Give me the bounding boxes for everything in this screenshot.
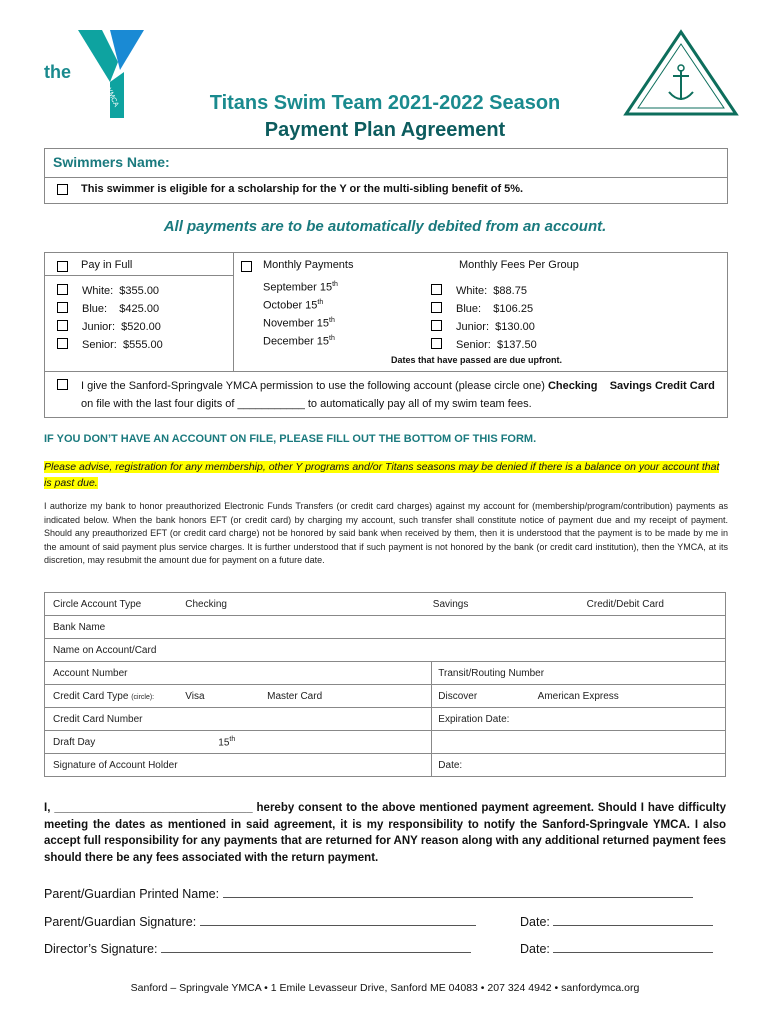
triangle-anchor-icon <box>622 28 740 124</box>
expiration-field[interactable]: Expiration Date: <box>438 713 510 725</box>
pay-full-list <box>57 281 163 353</box>
savings-option[interactable]: Savings <box>609 380 652 392</box>
draft-day-label: Draft Day <box>53 736 96 748</box>
pay-full-white-checkbox[interactable] <box>57 284 68 295</box>
permission-checkbox[interactable] <box>57 379 68 390</box>
fee-white: White: $88.75 <box>456 285 527 297</box>
pay-full-junior: Junior: $520.00 <box>82 321 161 333</box>
fee-blue-checkbox[interactable] <box>431 302 442 313</box>
fees-list <box>431 281 537 353</box>
pay-full-blue: Blue: $425.00 <box>82 303 160 315</box>
routing-number-field[interactable]: Transit/Routing Number <box>438 667 545 679</box>
fee-senior-checkbox[interactable] <box>431 338 442 349</box>
fee-blue: Blue: $106.25 <box>456 303 534 315</box>
date-october: October 15 <box>263 299 318 312</box>
logo-word: the <box>44 62 71 82</box>
visa-choice[interactable]: Visa <box>185 690 205 702</box>
bank-name-field[interactable]: Bank Name <box>53 621 106 633</box>
date-september: September 15 <box>263 281 333 294</box>
credit-debit-choice[interactable]: Credit/Debit Card <box>586 598 664 610</box>
scholarship-text: This swimmer is eligible for a scholarship for the Y or the multi-sibling benefit of 5%. <box>81 183 524 195</box>
director-signature-line[interactable]: Director’s Signature: <box>44 942 471 956</box>
account-holder-signature[interactable]: Signature of Account Holder <box>45 754 432 777</box>
footer-address: Sanford – Springvale YMCA • 1 Emile Levasseur Drive, Sanford ME 04083 • 207 324 4942 • sanfordymca.org <box>130 982 640 994</box>
guardian-signature-line[interactable]: Parent/Guardian Signature: <box>44 915 476 929</box>
cc-type-label: Credit Card Type <box>53 690 129 702</box>
titans-logo <box>622 28 740 124</box>
form-date-field[interactable]: Date: <box>438 759 463 771</box>
circle-account-type: Circle Account Type <box>53 598 142 610</box>
authorization-text: I authorize my bank to honor preauthorized Electronic Funds Transfers (or credit card charges) against my account for (membership/program/contribution) payments as indicated below. When the bank honors EFT (or credit card) by charging my account, such transfer shall constitute notice of payment due and my receipt of payment. Should any preauthorized EFT (or credit card charge) not be honored by said bank when received by them, then it is understood that the payment is to be made by me in the amount of said payment plus service charges. It is further understood that if such payment is not honored by the bank (or credit card institution), then the YMCA, at its discretion, may resubmit the amount due for payment on a future date. <box>44 501 728 565</box>
swimmer-name-label[interactable]: Swimmers Name: <box>53 154 170 170</box>
fee-senior: Senior: $137.50 <box>456 339 537 351</box>
ymca-logo <box>40 22 150 122</box>
fees-label: Monthly Fees Per Group <box>459 259 579 271</box>
payment-options-box <box>44 252 728 418</box>
logo-side-text: YMCA <box>104 86 120 109</box>
page-subtitle: Payment Plan Agreement <box>264 119 506 141</box>
monthly-label: Monthly Payments <box>263 259 354 271</box>
amex-choice[interactable]: American Express <box>537 690 619 702</box>
swimmer-box <box>44 148 728 204</box>
scholarship-checkbox[interactable] <box>57 184 68 195</box>
date-november: November 15 <box>263 317 330 330</box>
mastercard-choice[interactable]: Master Card <box>266 685 432 708</box>
pay-full-senior-checkbox[interactable] <box>57 338 68 349</box>
pay-full-blue-checkbox[interactable] <box>57 302 68 313</box>
pay-full-label: Pay in Full <box>81 259 133 271</box>
name-on-account-field[interactable]: Name on Account/Card <box>53 644 157 656</box>
account-form: Circle Account Type Checking Savings Credit/Debit Card Bank Name Name on Account/Card Account Number Transit/Routing Number Credit Card Type (circle): Visa Master Card Discover American Express Credit Card Number Expiration Date: Draft Day 15th Signature of Account Holder Date: <box>44 592 726 777</box>
director-date-line[interactable]: Date: <box>520 942 713 956</box>
consent-text: I, _______________________________ hereby consent to the above mentioned payment agreement. Should I have difficulty meeting the dates as mentioned in said agreement, it is my responsibility to notify the Sanford-Springvale YMCA. I also accept full responsibility for any payments that are returned for ANY reason along with any additional returned payment fees should there be any fees associated with the return payment. <box>44 802 726 864</box>
fee-junior-checkbox[interactable] <box>431 320 442 331</box>
fee-white-checkbox[interactable] <box>431 284 442 295</box>
monthly-dates: September 15th October 15th November 15th December 15th <box>263 281 338 348</box>
guardian-date-line[interactable]: Date: <box>520 915 713 929</box>
checking-choice[interactable]: Checking <box>185 598 227 610</box>
auto-debit-notice: All payments are to be automatically debited from an account. <box>163 218 607 235</box>
account-number-field[interactable]: Account Number <box>45 662 432 685</box>
savings-choice[interactable]: Savings <box>432 598 469 610</box>
pay-full-white: White: $355.00 <box>82 285 160 297</box>
page-title: Titans Swim Team 2021-2022 Season <box>209 92 561 114</box>
pay-full-senior: Senior: $555.00 <box>82 339 163 351</box>
pay-full-checkbox[interactable] <box>57 261 68 272</box>
past-dates-note: Dates that have passed are due upfront. <box>391 355 563 365</box>
discover-choice[interactable]: Discover <box>438 690 478 702</box>
cc-number-field[interactable]: Credit Card Number <box>45 708 432 731</box>
no-account-heading: IF YOU DON’T HAVE AN ACCOUNT ON FILE, PLEASE FILL OUT THE BOTTOM OF THIS FORM. <box>44 433 537 445</box>
pay-full-junior-checkbox[interactable] <box>57 320 68 331</box>
draft-day-value: 15 <box>218 737 230 749</box>
printed-name-line[interactable]: Parent/Guardian Printed Name: <box>44 887 693 901</box>
permission-text: I give the Sanford-Springvale YMCA permission to use the following account (please circle one) Checking Savings Credit Card on file with the last four digits of ___________ to automatically pay all of my swim team fees. <box>81 380 715 410</box>
checking-option[interactable]: Checking <box>547 380 598 392</box>
credit-card-option[interactable]: Credit Card <box>654 380 715 392</box>
date-december: December 15 <box>263 335 330 348</box>
advisory-text: Please advise, registration for any membership, other Y programs and/or Titans seasons may be denied if there is a balance on your account that is past due. <box>44 461 720 489</box>
monthly-checkbox[interactable] <box>241 261 252 272</box>
fee-junior: Junior: $130.00 <box>456 321 535 333</box>
